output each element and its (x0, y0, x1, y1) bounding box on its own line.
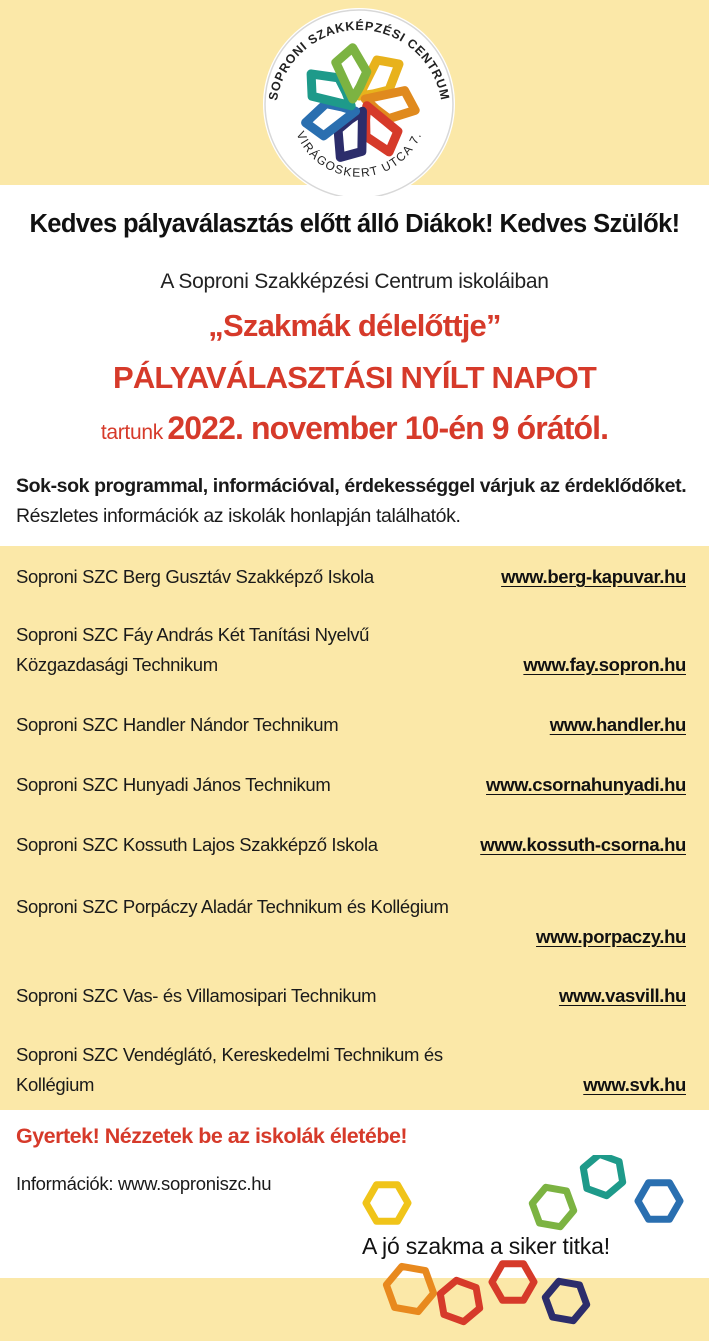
hexagon-shape (366, 1185, 408, 1221)
school-entry (16, 770, 686, 800)
school-link[interactable]: www.fay.sopron.hu (523, 654, 686, 675)
event-date (0, 410, 709, 447)
call-to-action: Gyertek! Nézzetek be az iskolák életébe! (16, 1124, 408, 1148)
school-entry (16, 710, 686, 740)
school-name: Soproni SZC Fáy András Két Tanítási Nyelvű Közgazdasági Technikum (16, 624, 370, 675)
hexagon-shape (492, 1264, 534, 1300)
hexagon-shape (532, 1187, 573, 1226)
school-name: Soproni SZC Berg Gusztáv Szakképző Iskola (16, 566, 374, 587)
info-line: Információk: www.soproniszc.hu (16, 1173, 272, 1194)
school-link[interactable]: www.svk.hu (583, 1074, 686, 1095)
school-link[interactable]: www.csornahunyadi.hu (486, 774, 686, 795)
greeting: Kedves pályaválasztás előtt álló Diákok! Kedves Szülők! (29, 210, 680, 238)
school-name: Soproni SZC Hunyadi János Technikum (16, 774, 331, 795)
event-date-prefix: tartunk (100, 421, 163, 444)
school-entry (16, 620, 686, 680)
school-name: Soproni SZC Vas- és Villamosipari Technikum (16, 985, 377, 1006)
slogan: A jó szakma a siker titka! (362, 1233, 610, 1259)
school-entry (16, 830, 686, 860)
description-normal: Részletes információk az iskolák honlapján találhatók. (16, 505, 461, 527)
school-link[interactable]: www.handler.hu (549, 714, 686, 735)
school-entry (16, 562, 686, 592)
intro-text: A Soproni Szakképzési Centrum iskoláiban (160, 270, 549, 293)
school-link[interactable]: www.porpaczy.hu (536, 926, 686, 947)
hexagon-shape (545, 1281, 586, 1320)
school-name: Soproni SZC Porpáczy Aladár Technikum és Kollégium (16, 896, 449, 917)
school-name: Soproni SZC Kossuth Lajos Szakképző Iskola (16, 834, 378, 855)
school-entry (16, 892, 686, 952)
school-link[interactable]: www.berg-kapuvar.hu (501, 566, 686, 587)
description-bold: Sok-sok programmal, információval, érdekességgel várjuk az érdeklődőket. (16, 475, 687, 497)
school-name: Soproni SZC Handler Nándor Technikum (16, 714, 339, 735)
event-subtitle: PÁLYAVÁLASZTÁSI NYÍLT NAPOT (112, 360, 597, 395)
school-entry (16, 1040, 686, 1100)
school-link[interactable]: www.kossuth-csorna.hu (480, 834, 686, 855)
event-date-value: 2022. november 10-én 9 órától. (167, 410, 609, 446)
logo-ring-top-text: SOPRONI SZAKKÉPZÉSI CENTRUM (265, 18, 453, 102)
description (16, 471, 696, 531)
event-title: „Szakmák délelőttje” (208, 308, 501, 343)
hexagon-shape (386, 1266, 433, 1311)
hexagon-shape (638, 1183, 680, 1219)
centrum-logo (254, 8, 464, 196)
school-entry (16, 981, 686, 1011)
logo-ring-bottom-text: VIRÁGOSKERT UTCA 7. (293, 128, 425, 180)
hexagon-shape (583, 1155, 622, 1196)
school-name: Soproni SZC Vendéglátó, Kereskedelmi Technikum és Kollégium (16, 1044, 443, 1095)
school-link[interactable]: www.vasvill.hu (558, 985, 686, 1006)
hexagon-shape (440, 1280, 479, 1321)
